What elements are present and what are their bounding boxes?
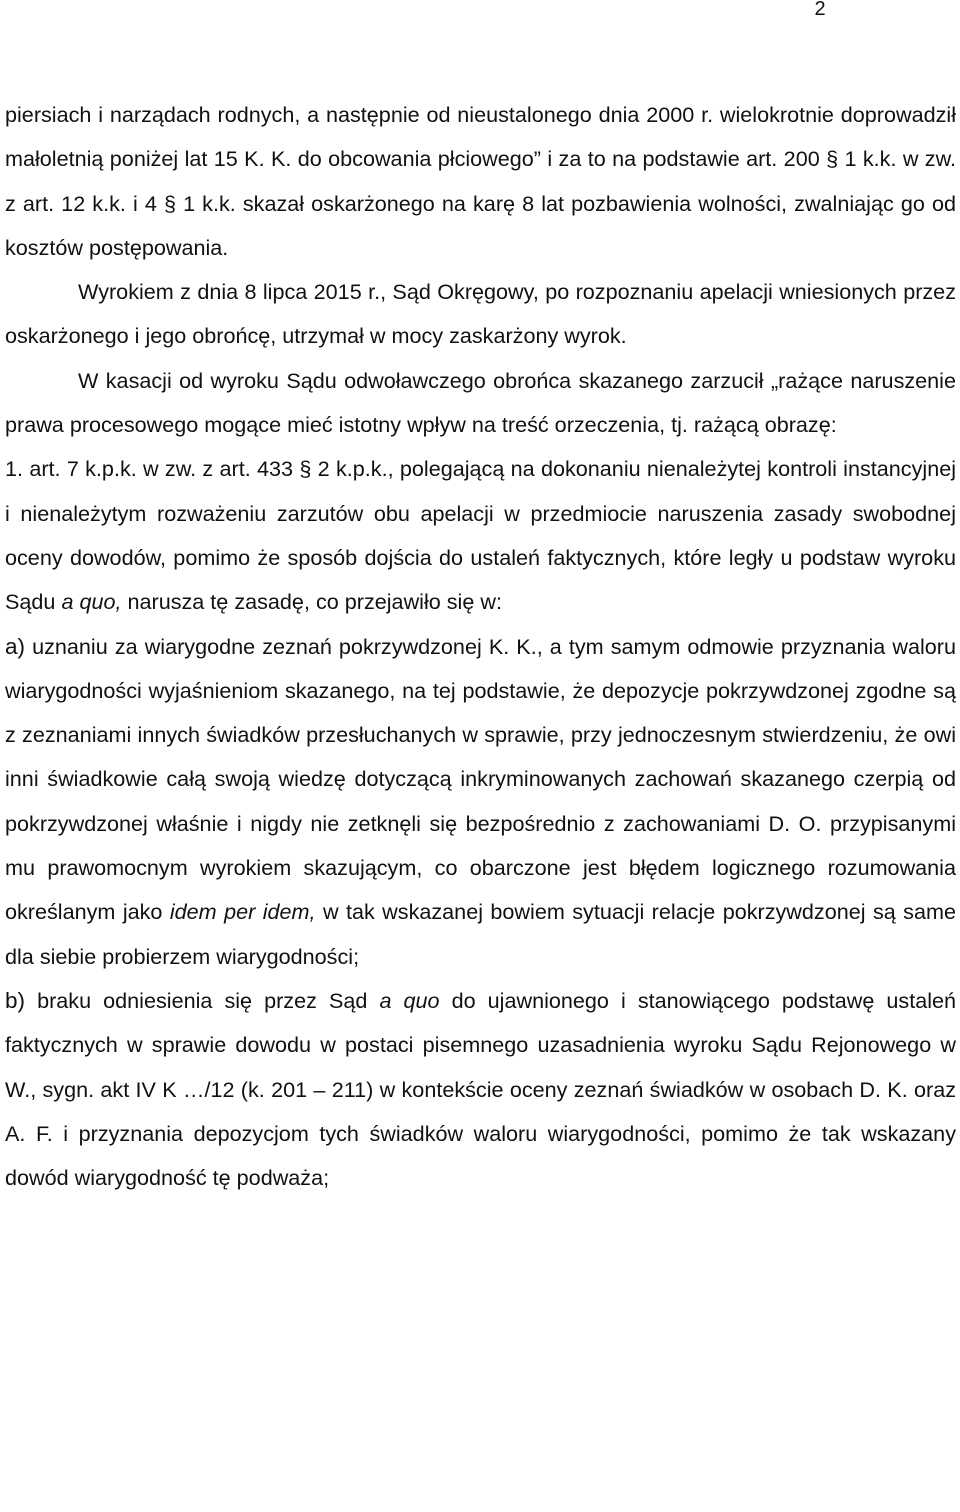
point-b-text-end: do ujawnionego i stanowiącego podstawę ustaleń faktycznych w sprawie dowodu w postaci pisemnego uzasadnienia wyroku Sądu Rejonowego w W., sygn. akt IV K …/12 (k. 201 – 211) w kontekście oceny zeznań świadków w osobach D. K. oraz A. F. i przyznania depozycjom tych świadków waloru wiarygodności, pomimo że tak wskazany dowód wiarygodność tę podważa; (5, 987, 957, 1191)
point-b-text-start: braku odniesienia się przez Sąd (37, 987, 368, 1013)
point-a-label: a) (5, 633, 26, 659)
point-a-text-start: uznaniu za wiarygodne zeznań pokrzywdzonej K. K., a tym samym odmowie przyznania waloru wiarygodności wyjaśnieniom skazanego, na tej podstawie, że depozycje pokrzywdzonej zgodne są z zeznaniami innych świadków przesłuchanych w sprawie, przy jednoczesnym stwierdzeniu, że owi inni świadkowie całą swoją wiedzę dotyczącą inkryminowanych zachowań skazanego czerpią od pokrzywdzonej właśnie i nigdy nie zetknęli się bezpośrednio z zachowaniami D. O. przypisanymi mu prawomocnym wyrokiem skazującym, co obarczone jest błędem logicznego rozumowania określanym jako (5, 633, 956, 925)
charge-1-italic: a quo, (61, 589, 122, 615)
paragraph-intro: piersiach i narządach rodnych, a następnie od nieustalonego dnia 2000 r. wielokrotnie doprowadził małoletnią poniżej lat 15 K. K. do obcowania płciowego” i za to na podstawie art. 200 § 1 k.k. w zw. z art. 12 k.k. i 4 § 1 k.k. skazał oskarżonego na karę 8 lat pozbawienia wolności, zwalniając go od kosztów postępowania. (5, 102, 956, 260)
point-b-label: b) (5, 987, 26, 1013)
paragraph-charge-1 (5, 447, 956, 624)
document-body (5, 93, 956, 1200)
charge-1-label: 1. (5, 456, 24, 482)
charge-1-text-start: art. 7 k.p.k. w zw. z art. 433 § 2 k.p.k., polegającą na dokonaniu nienależytej kontroli instancyjnej i nienależytym rozważeniu zarzutów obu apelacji w przedmiocie naruszenia zasady swobodnej oceny dowodów, pomimo że sposób dojścia do ustaleń faktycznych, które legły u podstaw wyroku Sądu (5, 456, 957, 615)
point-a-italic: idem per idem, (169, 899, 316, 925)
paragraph-point-b (5, 979, 956, 1200)
paragraph-point-a (5, 625, 956, 979)
paragraph-judgment: Wyrokiem z dnia 8 lipca 2015 r., Sąd Okręgowy, po rozpoznaniu apelacji wniesionych przez oskarżonego i jego obrońcę, utrzymał w mocy zaskarżony wyrok. (5, 279, 956, 349)
paragraph-cassation: W kasacji od wyroku Sądu odwoławczego obrońca skazanego zarzucił „rażące naruszenie prawa procesowego mogące mieć istotny wpływ na treść orzeczenia, tj. rażącą obrazę: (5, 367, 956, 438)
charge-1-text-end: narusza tę zasadę, co przejawiło się w: (127, 589, 502, 615)
point-b-italic: a quo (379, 987, 440, 1013)
point-a-text-end: w tak wskazanej bowiem sytuacji relacje pokrzywdzonej są same dla siebie probierzem wiarygodności; (5, 899, 956, 969)
page-number: 2 (814, 0, 826, 20)
